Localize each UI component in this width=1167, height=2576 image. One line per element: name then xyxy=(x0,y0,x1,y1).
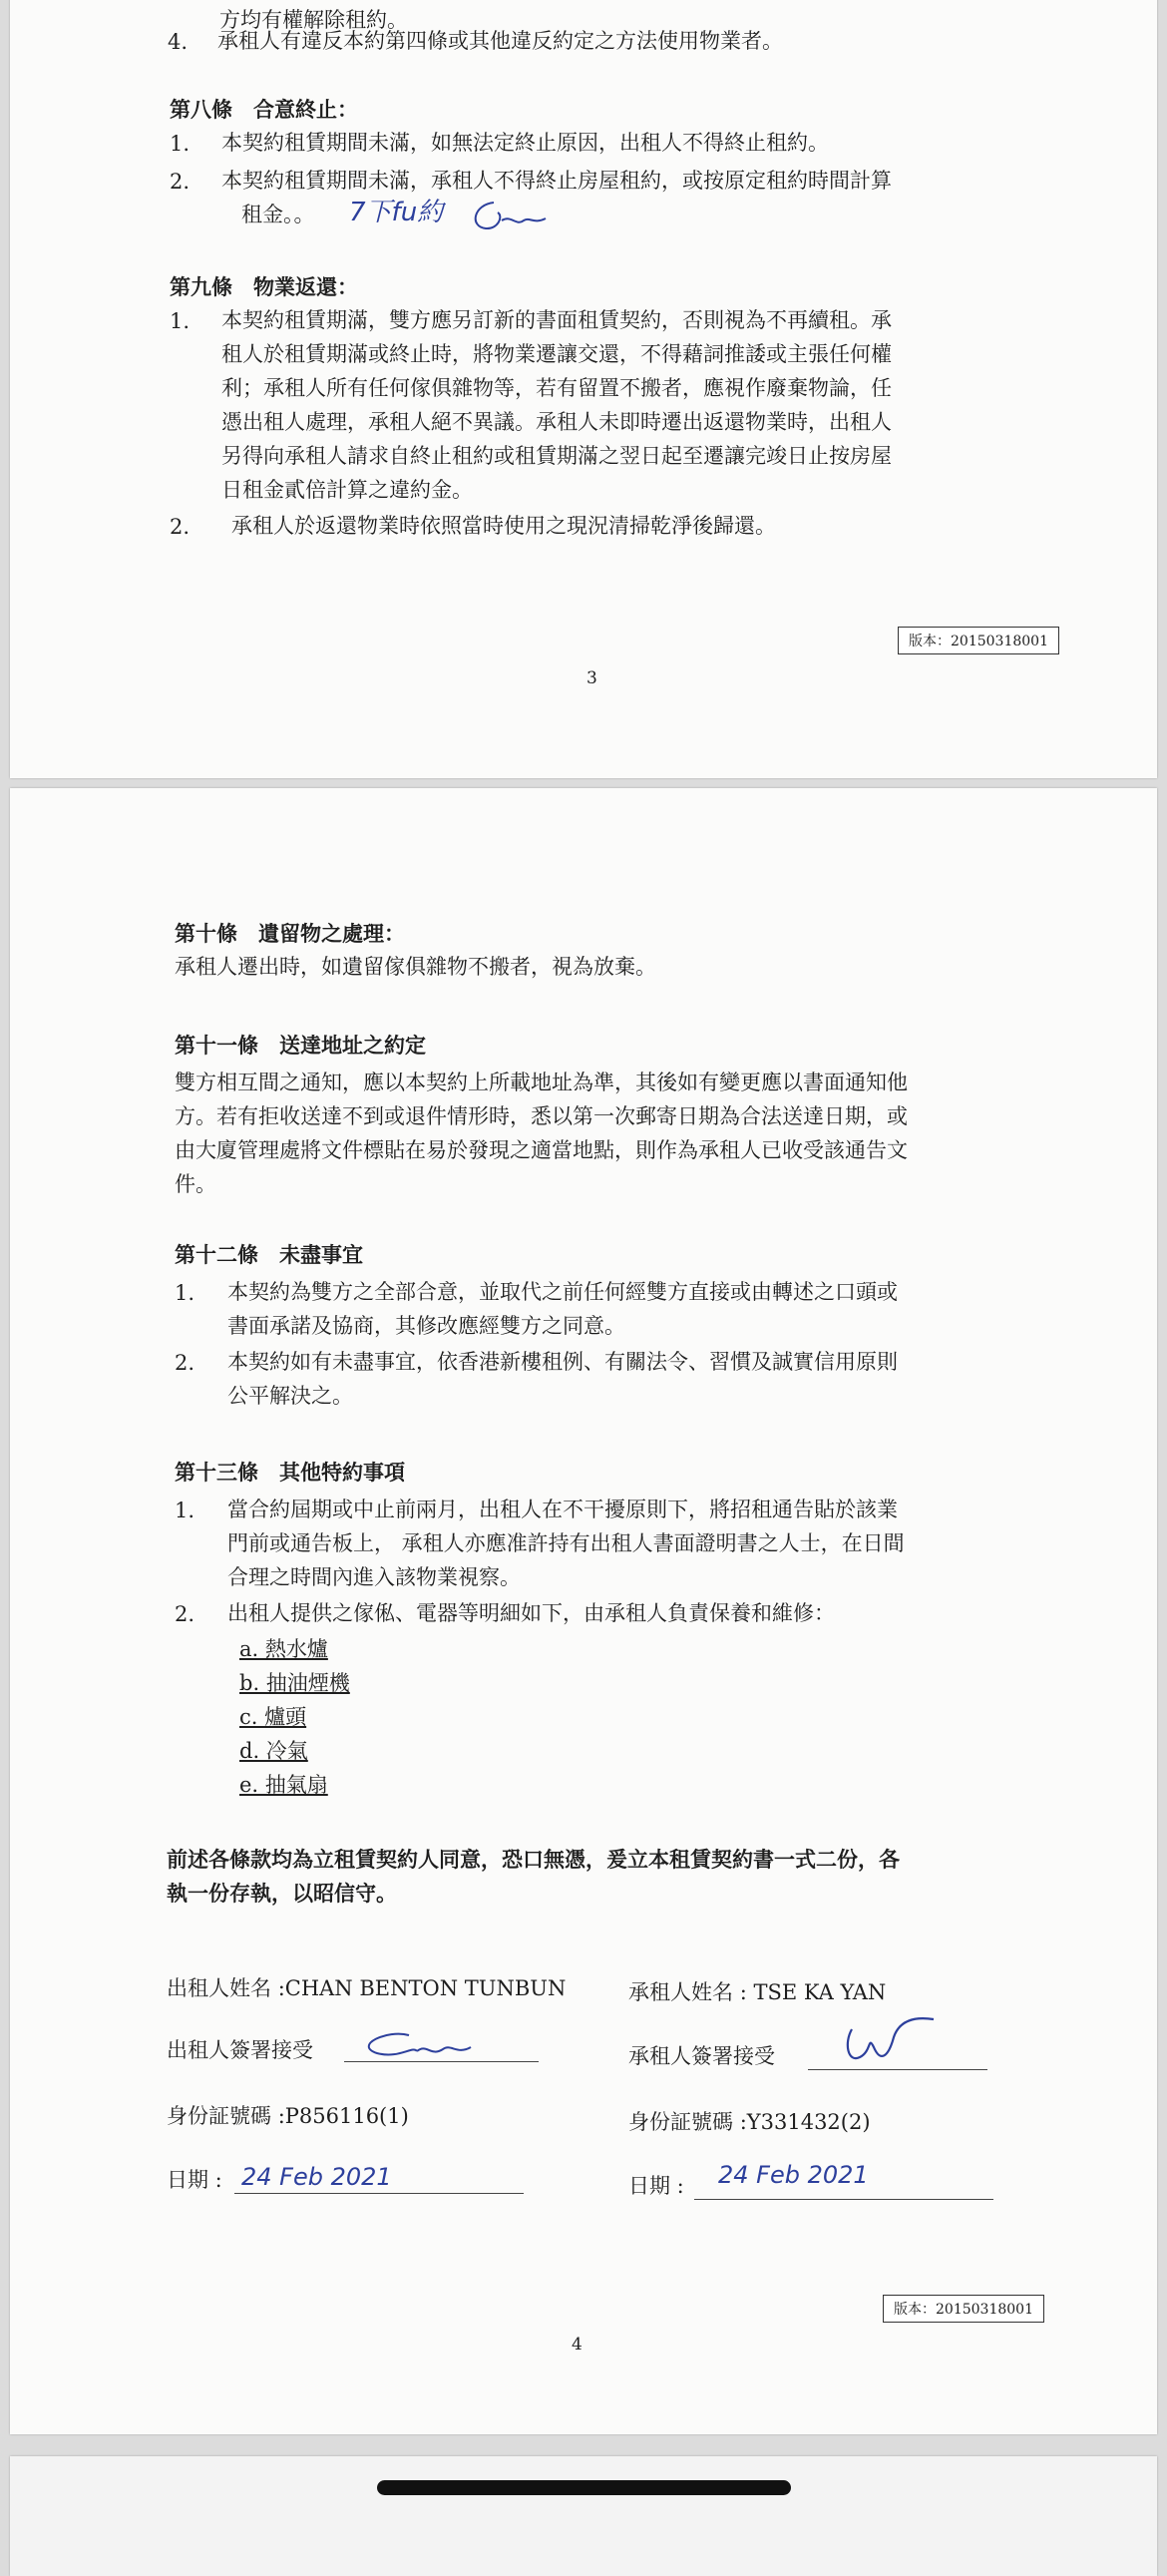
appliance-item: a. 熱水爐 xyxy=(239,1637,328,1661)
article-13-title: 第十三條 其他特約事項 xyxy=(175,1460,405,1485)
clause-text: 租金。。 xyxy=(241,203,315,226)
item-number: 4. xyxy=(168,30,189,54)
clause-text: 出租人提供之傢俬、電器等明細如下，由承租人負責保養和維修： xyxy=(227,1601,835,1625)
article-11-title: 第十一條 送達地址之約定 xyxy=(175,1033,426,1058)
article-12-title: 第十二條 未盡事宜 xyxy=(175,1242,363,1267)
landlord-date-label: 日期 : xyxy=(167,2168,222,2192)
item-number: 1. xyxy=(175,1499,195,1522)
landlord-date-handwritten: 24 Feb 2021 xyxy=(241,2163,392,2191)
clause-text: 利；承租人所有任何傢俱雜物等，若有留置不搬者，應視作廢棄物論，任 xyxy=(221,376,892,400)
clause-text: 本契約租賃期間未滿，承租人不得終止房屋租約，或按原定租約時間計算 xyxy=(221,169,892,193)
contract-page-4 xyxy=(10,788,1157,2434)
landlord-date-label-text: 日期 xyxy=(167,2168,208,2192)
item-number: 2. xyxy=(170,515,191,539)
clause-text: 雙方相互間之通知，應以本契約上所載地址為準，其後如有變更應以書面通知他 xyxy=(175,1071,908,1094)
clause-text: 件。 xyxy=(175,1172,216,1196)
clause-text: 本契約租賃期滿，雙方應另訂新的書面租賃契約，否則視為不再續租。承 xyxy=(221,308,892,332)
clause-text: 日租金貳倍計算之違約金。 xyxy=(221,478,473,502)
landlord-date-line xyxy=(234,2193,524,2194)
closing-statement: 前述各條款均為立租賃契約人同意，恐口無憑，爰立本租賃契約書一式二份，各 xyxy=(167,1847,900,1872)
item-number: 2. xyxy=(175,1602,195,1626)
appliance-item: e. 抽氣扇 xyxy=(239,1773,328,1797)
tenant-id-row xyxy=(628,2107,871,2137)
tenant-sign-label: 承租人簽署接受 xyxy=(628,2044,775,2068)
clause-text: 租人於租賃期滿或終止時，將物業遷讓交還，不得藉詞推諉或主張任何權 xyxy=(221,342,892,366)
appliance-item: d. 冷氣 xyxy=(239,1739,308,1763)
landlord-id-value: :P856116(1) xyxy=(277,2104,409,2128)
closing-statement: 執一份存執，以昭信守。 xyxy=(167,1881,397,1906)
article-9-title: 第九條 物業返還： xyxy=(170,274,358,299)
tenant-date-handwritten: 24 Feb 2021 xyxy=(718,2161,869,2189)
tenant-name-label: 承租人姓名 xyxy=(628,1980,733,2004)
tenant-id-label: 身份証號碼 xyxy=(628,2110,733,2134)
item-number: 2. xyxy=(170,170,191,194)
tenant-name-row xyxy=(628,1977,886,2007)
clause-text: 另得向承租人請求自終止租約或租賃期滿之翌日起至遷讓完竣日止按房屋 xyxy=(221,444,892,468)
clause-text: 憑出租人處理，承租人絕不異議。承租人未即時遷出返還物業時，出租人 xyxy=(221,410,892,434)
page-number: 3 xyxy=(586,668,597,688)
clause-text: 公平解決之。 xyxy=(227,1384,353,1408)
appliance-item: b. 抽油煙機 xyxy=(239,1671,350,1695)
clause-text: 承租人有違反本約第四條或其他違反約定之方法使用物業者。 xyxy=(217,29,783,53)
cutoff-line: 方均有權解除租約。 xyxy=(219,8,408,32)
clause-text: 本契約租賃期間未滿，如無法定終止原因，出租人不得終止租約。 xyxy=(221,131,829,155)
clause-text: 本契約如有未盡事宜，依香港新樓租例、有關法令、習慣及誠實信用原則 xyxy=(227,1350,898,1374)
landlord-name-label: 出租人姓名 xyxy=(167,1976,271,2000)
handwritten-note: 7下fu約 xyxy=(349,198,444,227)
landlord-signature xyxy=(347,2025,477,2065)
clause-text: 承租人遷出時，如遺留傢俱雜物不搬者，視為放棄。 xyxy=(175,955,656,979)
tenant-date-label: 日期 : xyxy=(628,2174,684,2198)
clause-text: 方。若有拒收送達不到或退件情形時，悉以第一次郵寄日期為合法送達日期，或 xyxy=(175,1104,908,1128)
item-number: 2. xyxy=(175,1351,195,1375)
appliance-item: c. 爐頭 xyxy=(239,1705,307,1729)
landlord-name-row xyxy=(167,1973,566,2003)
tenant-name-value: : TSE KA YAN xyxy=(739,1980,887,2004)
item-number: 1. xyxy=(170,132,191,156)
initials-signature xyxy=(464,195,554,234)
tenant-id-value: :Y331432(2) xyxy=(739,2110,871,2134)
version-box: 版本：20150318001 xyxy=(883,2295,1044,2323)
landlord-id-label: 身份証號碼 xyxy=(167,2104,271,2128)
clause-text: 由大廈管理處將文件標貼在易於發現之適當地點，則作為承租人已收受該通告文 xyxy=(175,1138,908,1162)
tenant-date-label-text: 日期 xyxy=(628,2174,670,2198)
clause-text: 合理之時間內進入該物業視察。 xyxy=(227,1565,521,1589)
item-number: 1. xyxy=(175,1281,195,1305)
contract-page-5-edge xyxy=(10,2456,1157,2576)
clause-text: 承租人於返還物業時依照當時使用之現況清掃乾淨後歸還。 xyxy=(231,514,776,538)
tenant-signature xyxy=(838,2007,948,2071)
article-10-title: 第十條 遺留物之處理： xyxy=(175,921,405,946)
landlord-sign-label: 出租人簽署接受 xyxy=(167,2038,313,2062)
home-indicator[interactable] xyxy=(377,2480,791,2495)
landlord-name-value: :CHAN BENTON TUNBUN xyxy=(277,1976,567,2000)
clause-text: 本契約為雙方之全部合意，並取代之前任何經雙方直接或由轉述之口頭或 xyxy=(227,1280,898,1304)
landlord-id-row xyxy=(167,2101,409,2131)
version-box: 版本：20150318001 xyxy=(898,627,1059,654)
page-number: 4 xyxy=(572,2335,583,2355)
clause-text: 門前或通告板上， 承租人亦應准許持有出租人書面證明書之人士，在日間 xyxy=(227,1531,905,1555)
tenant-date-line xyxy=(694,2199,993,2200)
contract-page-3 xyxy=(10,0,1157,778)
article-8-title: 第八條 合意終止： xyxy=(170,97,358,122)
item-number: 1. xyxy=(170,309,191,333)
clause-text: 書面承諾及協商，其修改應經雙方之同意。 xyxy=(227,1314,625,1338)
clause-text: 當合約屆期或中止前兩月，出租人在不干擾原則下，將招租通告貼於該業 xyxy=(227,1498,898,1521)
